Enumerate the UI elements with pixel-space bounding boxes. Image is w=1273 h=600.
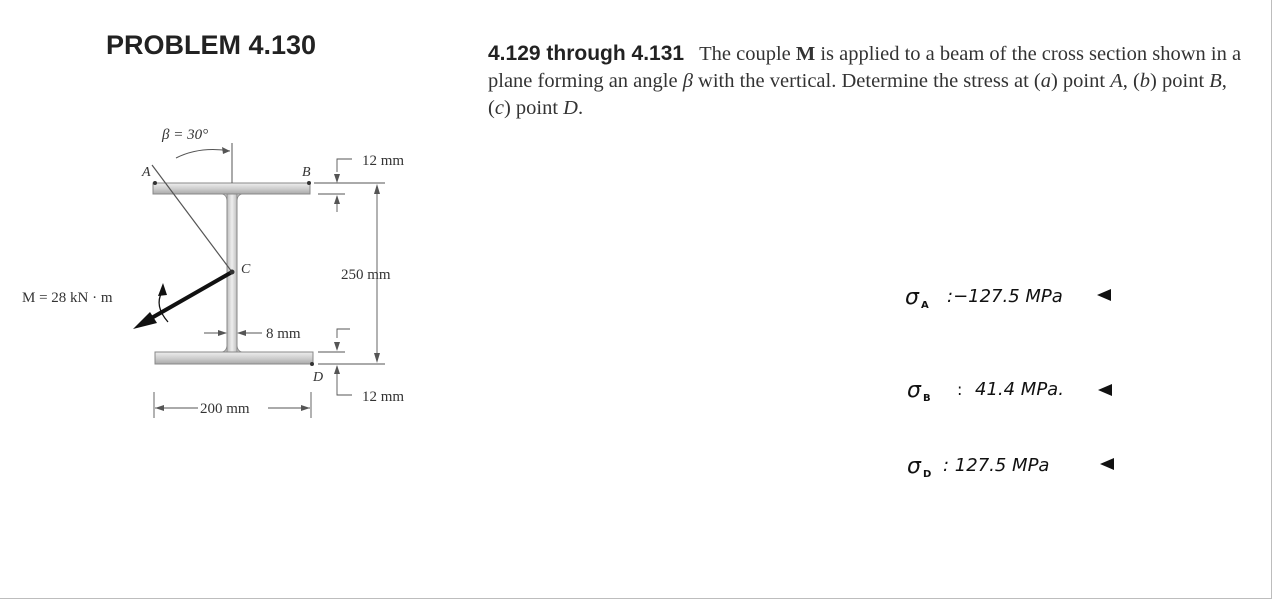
dim-width-arrow-right — [301, 405, 310, 411]
moment-rotation-arrowhead — [158, 283, 167, 296]
beam-diagram — [0, 110, 480, 440]
statement-text-9: . — [577, 97, 584, 119]
statement-A: A — [1110, 70, 1123, 92]
answer-B — [907, 378, 1112, 404]
statement-c: c — [494, 97, 504, 119]
statement-beta: β — [682, 70, 693, 92]
answer-B-sub: B — [923, 393, 931, 404]
answer-B-symbol: σ — [907, 378, 921, 403]
point-A-marker — [153, 181, 157, 185]
dim-top-flange-arrow-down — [334, 174, 340, 183]
statement-D: D — [563, 97, 578, 119]
dim-leader-top-flange — [337, 159, 352, 172]
statement-a: a — [1040, 70, 1051, 92]
point-D-marker — [310, 362, 314, 366]
couple-plane-line — [152, 165, 232, 272]
statement-text-1: The couple — [699, 43, 796, 65]
point-A-label: A — [142, 165, 151, 180]
dim-web-arrow-left — [218, 330, 227, 336]
point-B-marker — [307, 181, 311, 185]
answer-B-value: 41.4 MPa. — [975, 379, 1064, 400]
dim-leader-bottom-flange — [337, 329, 350, 338]
dim-top-flange-arrow-up — [334, 195, 340, 204]
dim-height-arrow-bottom — [374, 353, 380, 363]
dim-flange-bottom-label: 12 mm — [362, 389, 405, 405]
statement-text-8: ) point — [503, 97, 564, 119]
top-flange — [153, 183, 310, 194]
beta-label: β = 30° — [162, 127, 209, 143]
dim-height-arrow-top — [374, 184, 380, 194]
dim-height-label: 250 mm — [341, 267, 391, 283]
answer-A — [905, 285, 1111, 311]
dim-bottom-flange-arrow-down — [334, 342, 340, 351]
answer-A-sub: A — [921, 300, 929, 311]
moment-vector-head — [133, 312, 157, 329]
point-C-marker — [230, 270, 235, 275]
statement-text-6: ) point — [1150, 70, 1210, 92]
beta-arc-arrowhead — [222, 147, 230, 154]
point-B-label: B — [302, 165, 311, 180]
dim-flange-top-label: 12 mm — [362, 153, 405, 169]
dim-width-arrow-left — [155, 405, 164, 411]
problem-title: PROBLEM 4.130 — [106, 30, 317, 60]
answer-A-symbol: σ — [905, 285, 919, 310]
answer-D-value: : 127.5 MPa — [943, 455, 1050, 476]
problem-number: 4.129 through 4.131 — [488, 42, 685, 65]
dim-web-arrow-right — [237, 330, 246, 336]
statement-text-7: , ( — [488, 70, 1227, 119]
point-C-label: C — [241, 262, 251, 277]
answer-D-pointer-icon — [1100, 458, 1114, 470]
moment-label: M = 28 kN · m — [22, 290, 113, 306]
problem-statement — [488, 40, 1248, 122]
answer-A-value: :−127.5 MPa — [947, 286, 1063, 307]
bottom-flange — [155, 352, 313, 364]
answer-A-pointer-icon — [1097, 289, 1111, 301]
statement-b: b — [1139, 70, 1151, 92]
statement-text-4: ) point — [1050, 70, 1111, 92]
beam-cross-section-figure — [0, 110, 480, 440]
statement-text-2: is applied to a beam of the cross section shown in a plane forming an angle — [488, 43, 1242, 92]
answers-svg — [895, 270, 1155, 500]
dim-web-label: 8 mm — [266, 326, 301, 342]
statement-text-3: with the vertical. Determine the stress at ( — [692, 70, 1041, 92]
point-D-label: D — [313, 370, 324, 385]
moment-rotation-arrow — [159, 292, 168, 322]
statement-B: B — [1209, 70, 1222, 92]
answer-B-colon: : — [957, 380, 963, 399]
dim-leader-bottom-flange-2 — [337, 366, 352, 395]
answer-D — [907, 454, 1114, 480]
dim-width-label: 200 mm — [200, 401, 250, 417]
dim-bottom-flange-arrow-up — [334, 365, 340, 374]
statement-M: M — [795, 43, 816, 65]
answer-B-pointer-icon — [1098, 384, 1112, 396]
beta-arc — [176, 150, 230, 158]
answer-D-symbol: σ — [907, 454, 921, 479]
answer-D-sub: D — [923, 469, 932, 480]
statement-text-5: , ( — [1122, 70, 1140, 92]
handwritten-answers — [895, 270, 1155, 500]
